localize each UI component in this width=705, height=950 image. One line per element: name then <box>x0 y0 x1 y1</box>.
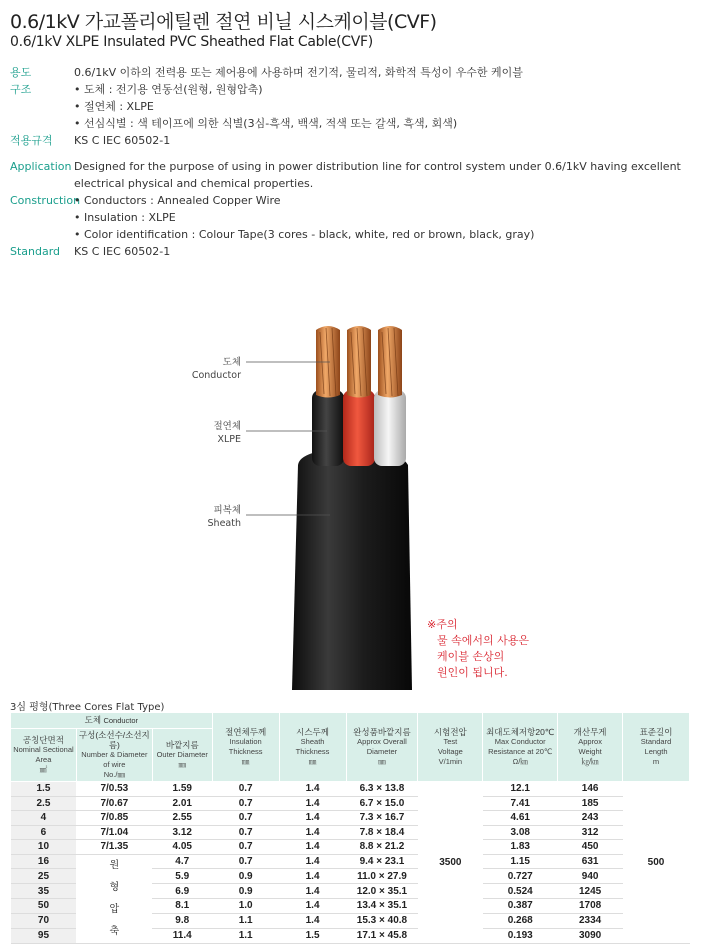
table-row <box>11 811 690 826</box>
spec-english <box>10 158 700 260</box>
cell-w: 243 <box>558 811 623 826</box>
spec-val-construction-2: • Insulation : XLPE <box>74 211 176 224</box>
cell-sh: 1.4 <box>279 782 346 797</box>
cell-sh: 1.4 <box>279 869 346 884</box>
red-core <box>343 390 375 466</box>
cell-od: 2.01 <box>152 796 212 811</box>
spec-val-application: Designed for the purpose of using in power distribution line for control system under 0.6/1kV having excellent electrical physical and chemical properties. <box>74 160 681 190</box>
cell-area: 2.5 <box>11 796 77 811</box>
cell-w: 2334 <box>558 913 623 928</box>
spec-val-construction-1: • Conductors : Annealed Copper Wire <box>74 194 281 207</box>
cell-ins: 0.9 <box>212 869 279 884</box>
table-caption: 3심 평형(Three Cores Flat Type) <box>10 702 165 713</box>
cell-wire: 7/1.04 <box>76 825 152 840</box>
sheath-shape <box>292 448 412 690</box>
spec-key-usage: 용도 <box>10 66 32 79</box>
cell-wire: 7/1.35 <box>76 840 152 855</box>
cell-od: 4.7 <box>152 854 212 869</box>
spec-key-application: Application <box>10 160 72 173</box>
cell-area: 10 <box>11 840 77 855</box>
cell-area: 25 <box>11 869 77 884</box>
table-row <box>11 825 690 840</box>
spec-table <box>10 712 690 944</box>
cell-sh: 1.4 <box>279 913 346 928</box>
sheath-label: 피복체 Sheath <box>207 505 241 529</box>
black-core <box>312 390 344 466</box>
cell-res: 0.387 <box>483 898 558 913</box>
spec-korean <box>10 64 700 149</box>
warning-notice: ※주의 물 속에서의 사용은 케이블 손상의 원인이 됩니다. <box>427 618 530 679</box>
cell-area: 6 <box>11 825 77 840</box>
table-row <box>11 840 690 855</box>
header-wire: 구성(소선수/소선지름) Number & Diameter of wire No./㎜ <box>76 729 152 782</box>
cell-ins: 0.7 <box>212 796 279 811</box>
cell-ov: 17.1 × 45.8 <box>346 928 418 943</box>
cell-sh: 1.4 <box>279 825 346 840</box>
cell-od: 4.05 <box>152 840 212 855</box>
cell-w: 1708 <box>558 898 623 913</box>
cell-compressed-round: 원 형 압 축 <box>76 854 152 943</box>
cell-ins: 0.7 <box>212 782 279 797</box>
table-row <box>11 854 690 869</box>
cell-ins: 1.1 <box>212 928 279 943</box>
page-subtitle: 0.6/1kV XLPE Insulated PVC Sheathed Flat Cable(CVF) <box>10 34 373 50</box>
cell-area: 95 <box>11 928 77 943</box>
cell-w: 1245 <box>558 884 623 899</box>
spec-key-structure: 구조 <box>10 83 32 96</box>
cable-drawing <box>0 300 705 690</box>
cell-w: 312 <box>558 825 623 840</box>
cell-sh: 1.4 <box>279 796 346 811</box>
cell-area: 4 <box>11 811 77 826</box>
header-overall: 완성품바깥지름 Approx Overall Diameter ㎜ <box>346 713 418 782</box>
spec-val-structure-2: • 절연체 : XLPE <box>74 100 154 113</box>
cell-ins: 0.7 <box>212 811 279 826</box>
cell-wire: 7/0.67 <box>76 796 152 811</box>
conductor-label: 도체 Conductor <box>191 357 241 381</box>
cell-sh: 1.4 <box>279 898 346 913</box>
cell-w: 185 <box>558 796 623 811</box>
spec-val-standard: KS C IEC 60502-1 <box>74 134 171 147</box>
spec-val-standard-en: KS C IEC 60502-1 <box>74 245 171 258</box>
cell-res: 0.524 <box>483 884 558 899</box>
cell-ov: 9.4 × 23.1 <box>346 854 418 869</box>
spec-val-usage: 0.6/1kV 이하의 전력용 또는 제어용에 사용하며 전기적, 물리적, 화학적 특성이 우수한 케이블 <box>74 66 523 79</box>
cell-ov: 7.3 × 16.7 <box>346 811 418 826</box>
cell-res: 4.61 <box>483 811 558 826</box>
cell-area: 70 <box>11 913 77 928</box>
cell-res: 0.268 <box>483 913 558 928</box>
cell-w: 3090 <box>558 928 623 943</box>
spec-key-construction: Construction <box>10 194 81 207</box>
cell-od: 5.9 <box>152 869 212 884</box>
cell-res: 0.727 <box>483 869 558 884</box>
cell-sh: 1.4 <box>279 840 346 855</box>
cell-ins: 0.9 <box>212 884 279 899</box>
header-insulation: 절연체두께 Insulation Thickness ㎜ <box>212 713 279 782</box>
cell-od: 9.8 <box>152 913 212 928</box>
cell-area: 1.5 <box>11 782 77 797</box>
cell-standard-length: 500 <box>623 782 690 944</box>
cell-wire: 7/0.85 <box>76 811 152 826</box>
cell-area: 35 <box>11 884 77 899</box>
cell-res: 3.08 <box>483 825 558 840</box>
table-row <box>11 796 690 811</box>
cell-sh: 1.4 <box>279 854 346 869</box>
table-row <box>11 782 690 797</box>
cell-w: 146 <box>558 782 623 797</box>
header-sheath: 시스두께 Sheath Thickness ㎜ <box>279 713 346 782</box>
header-conductor: 도체 Conductor <box>11 713 213 729</box>
spec-key-standard-en: Standard <box>10 245 61 258</box>
table-body <box>11 782 690 944</box>
cell-od: 2.55 <box>152 811 212 826</box>
spec-val-construction-3: • Color identification : Colour Tape(3 cores - black, white, red or brown, black, gray) <box>74 228 535 241</box>
cell-od: 11.4 <box>152 928 212 943</box>
cell-ov: 8.8 × 21.2 <box>346 840 418 855</box>
cell-ov: 6.3 × 13.8 <box>346 782 418 797</box>
header-length: 표준길이 Standard Length m <box>623 713 690 782</box>
cell-sh: 1.5 <box>279 928 346 943</box>
cell-sh: 1.4 <box>279 811 346 826</box>
insulation-label: 절연체 XLPE <box>213 421 241 445</box>
cell-ov: 13.4 × 35.1 <box>346 898 418 913</box>
cell-res: 1.83 <box>483 840 558 855</box>
cell-test-voltage: 3500 <box>418 782 483 944</box>
cell-ov: 12.0 × 35.1 <box>346 884 418 899</box>
header-resistance: 최대도체저항20℃ Max Conductor Resistance at 20℃ Ω/㎞ <box>483 713 558 782</box>
page-title: 0.6/1kV 가교폴리에틸렌 절연 비닐 시스케이블(CVF) <box>10 11 437 33</box>
cell-ins: 1.1 <box>212 913 279 928</box>
cell-sh: 1.4 <box>279 884 346 899</box>
cell-ov: 6.7 × 15.0 <box>346 796 418 811</box>
cell-ov: 15.3 × 40.8 <box>346 913 418 928</box>
cell-ins: 0.7 <box>212 840 279 855</box>
header-area: 공칭단면적 Nominal Sectional Area ㎟ <box>11 729 77 782</box>
spec-val-structure-3: • 선심식별 : 색 테이프에 의한 식별(3심-흑색, 백색, 적색 또는 갈색, 흑색, 회색) <box>74 117 458 130</box>
cell-res: 12.1 <box>483 782 558 797</box>
cell-w: 631 <box>558 854 623 869</box>
cell-ov: 11.0 × 27.9 <box>346 869 418 884</box>
cell-res: 7.41 <box>483 796 558 811</box>
cell-od: 1.59 <box>152 782 212 797</box>
white-core <box>374 390 406 466</box>
cell-w: 450 <box>558 840 623 855</box>
cell-od: 6.9 <box>152 884 212 899</box>
cell-w: 940 <box>558 869 623 884</box>
spec-key-standard: 적용규격 <box>10 134 53 147</box>
cell-area: 16 <box>11 854 77 869</box>
spec-val-structure-1: • 도체 : 전기용 연동선(원형, 원형압축) <box>74 83 263 96</box>
cell-ins: 1.0 <box>212 898 279 913</box>
header-weight: 개산무게 Approx Weight ㎏/㎞ <box>558 713 623 782</box>
cell-area: 50 <box>11 898 77 913</box>
cell-od: 8.1 <box>152 898 212 913</box>
cell-ov: 7.8 × 18.4 <box>346 825 418 840</box>
cell-res: 1.15 <box>483 854 558 869</box>
header-test-voltage: 시험전압 Test Voltage V/1min <box>418 713 483 782</box>
cell-wire: 7/0.53 <box>76 782 152 797</box>
header-outer-diameter: 바깥지름 Outer Diameter ㎜ <box>152 729 212 782</box>
cable-illustration <box>0 300 705 690</box>
cell-ins: 0.7 <box>212 825 279 840</box>
cell-ins: 0.7 <box>212 854 279 869</box>
cell-res: 0.193 <box>483 928 558 943</box>
cell-od: 3.12 <box>152 825 212 840</box>
